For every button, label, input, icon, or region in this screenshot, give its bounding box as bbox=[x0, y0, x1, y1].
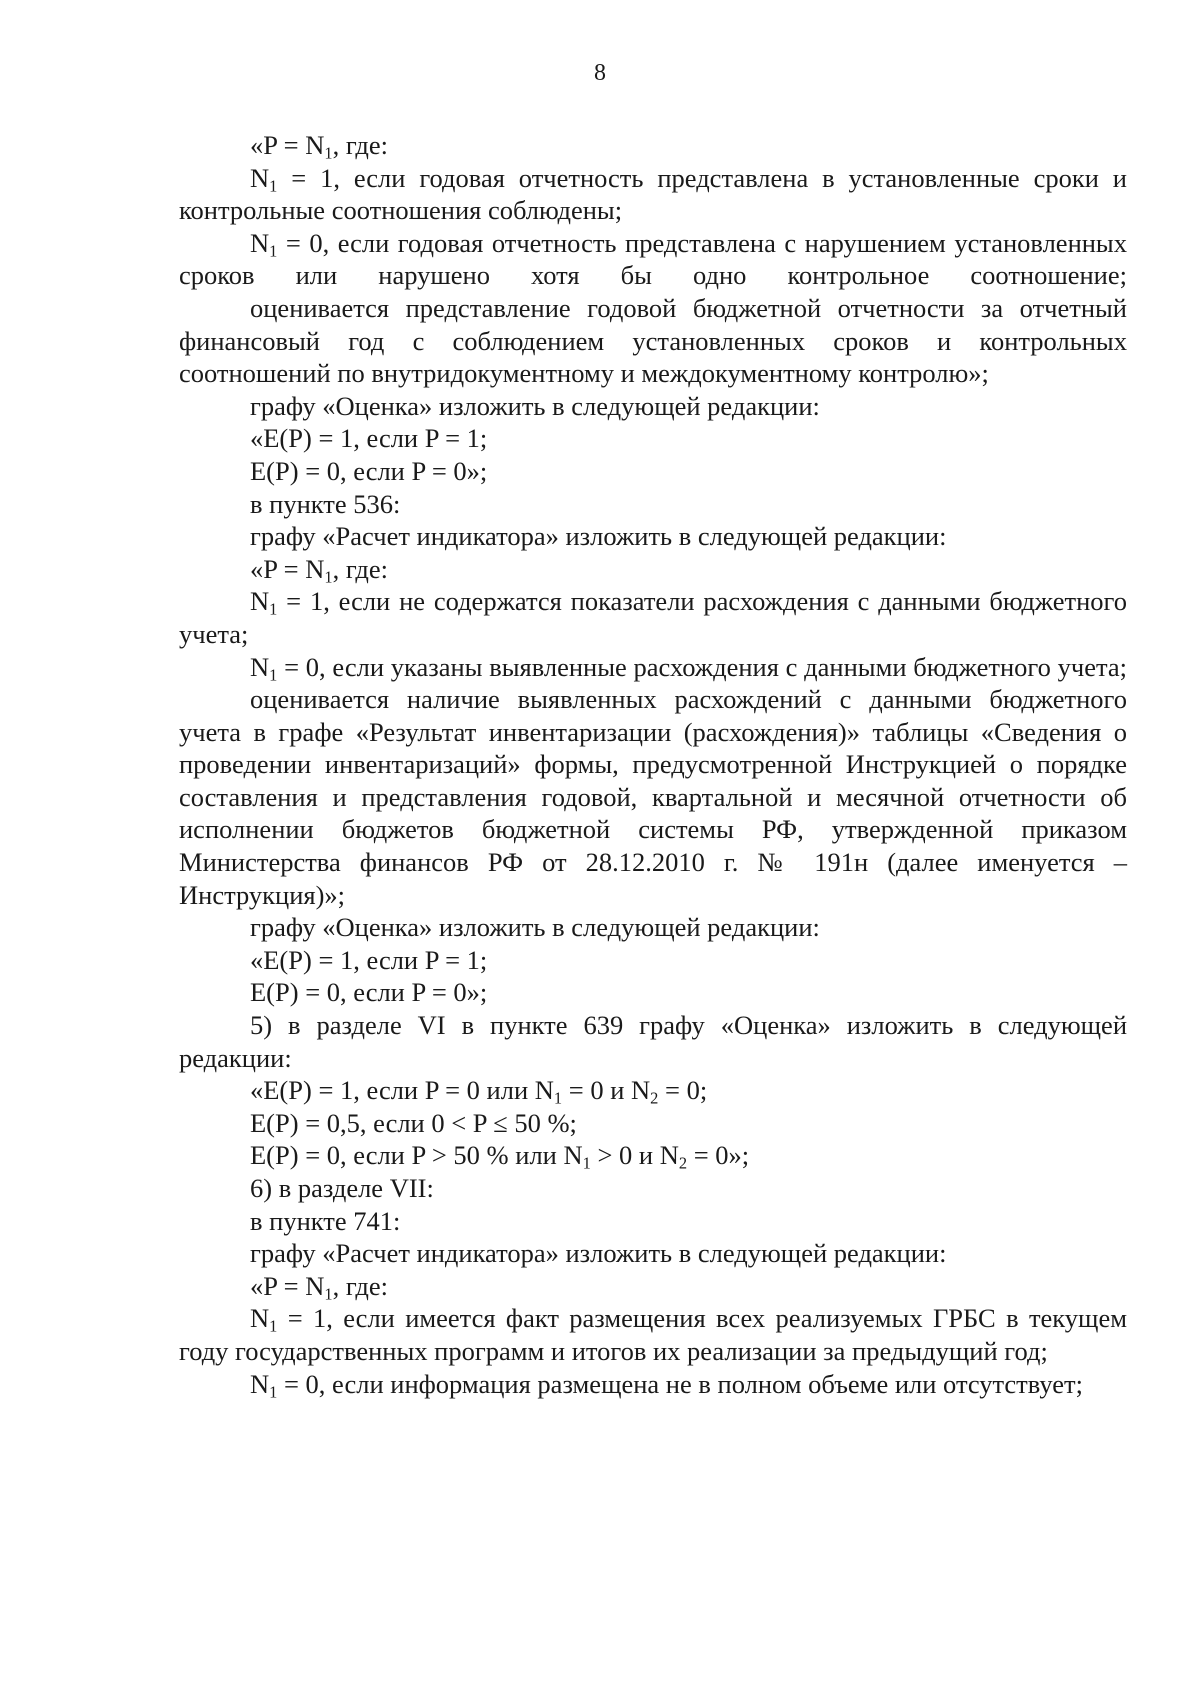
subscript-index: 1 bbox=[324, 1284, 333, 1304]
text-run: 6) в разделе VII: bbox=[250, 1173, 434, 1203]
text-run: = 0»; bbox=[687, 1140, 750, 1171]
text-run: «P = N bbox=[250, 553, 325, 584]
text-run: N bbox=[250, 651, 270, 682]
subscript-index: 2 bbox=[650, 1088, 659, 1108]
text-run: E(P) = 0, если P > 50 % или N bbox=[250, 1140, 583, 1171]
text-run: графу «Расчет индикатора» изложить в следующей редакции: bbox=[250, 521, 947, 552]
text-run: оценивается представление годовой бюджетной отчетности за отчетный финансовый год с соблюдением установленных сроков и контрольных соотношений по внутридокументному и междокументному контролю»; bbox=[179, 292, 1127, 389]
paragraph-p06 bbox=[179, 422, 1127, 455]
paragraph-p13 bbox=[179, 683, 1127, 911]
paragraph-p21 bbox=[179, 1172, 1127, 1205]
paragraph-p08 bbox=[179, 488, 1127, 521]
text-run: E(P) = 0, если P = 0»; bbox=[250, 455, 488, 486]
paragraph-p19 bbox=[179, 1107, 1127, 1140]
subscript-index: 1 bbox=[582, 1154, 591, 1173]
paragraph-p17 bbox=[179, 1009, 1127, 1074]
text-run: = 0, если годовая отчетность представлена с нарушением установленных сроков или нарушено хотя бы одно контрольное соотношение; bbox=[179, 227, 1127, 291]
text-run: E(P) = 0,5, если 0 < P ≤ 50 %; bbox=[250, 1107, 577, 1138]
text-run: N bbox=[250, 227, 270, 258]
paragraph-p22 bbox=[179, 1205, 1127, 1238]
text-run: N bbox=[250, 586, 270, 617]
paragraph-p26 bbox=[179, 1368, 1127, 1401]
text-run: «P = N bbox=[250, 1270, 325, 1301]
paragraph-p25 bbox=[179, 1302, 1127, 1367]
document-body bbox=[179, 129, 1127, 1400]
paragraph-p14 bbox=[179, 911, 1127, 944]
text-run: , где: bbox=[332, 553, 388, 584]
text-run: N bbox=[250, 1303, 270, 1334]
subscript-index: 1 bbox=[269, 1382, 278, 1402]
paragraph-p03 bbox=[179, 227, 1127, 292]
text-run: «E(P) = 1, если P = 1; bbox=[250, 944, 488, 975]
subscript-index: 1 bbox=[324, 567, 333, 587]
paragraph-p04 bbox=[179, 292, 1127, 390]
text-run: , где: bbox=[332, 130, 388, 160]
paragraph-p07 bbox=[179, 455, 1127, 488]
paragraph-p11 bbox=[179, 585, 1127, 650]
text-run: = 0 и N bbox=[562, 1075, 651, 1106]
paragraph-p16 bbox=[179, 976, 1127, 1009]
paragraph-p01 bbox=[179, 129, 1127, 162]
text-run: графу «Оценка» изложить в следующей редакции: bbox=[250, 390, 820, 421]
paragraph-p09 bbox=[179, 520, 1127, 553]
paragraph-p24 bbox=[179, 1270, 1127, 1303]
text-run: в пункте 741: bbox=[250, 1205, 401, 1236]
paragraph-p23 bbox=[179, 1237, 1127, 1270]
paragraph-p15 bbox=[179, 944, 1127, 977]
text-run: , где: bbox=[332, 1270, 388, 1301]
text-run: в пункте 536: bbox=[250, 488, 401, 519]
paragraph-p18 bbox=[179, 1074, 1127, 1107]
subscript-index: 1 bbox=[269, 176, 278, 196]
subscript-index: 1 bbox=[269, 241, 278, 261]
text-run: N bbox=[250, 1368, 270, 1399]
paragraph-p10 bbox=[179, 553, 1127, 586]
paragraph-p02 bbox=[179, 162, 1127, 227]
paragraph-p05 bbox=[179, 390, 1127, 423]
text-run: = 1, если имеется факт размещения всех реализуемых ГРБС в текущем году государственных программ и итогов их реализации за предыдущий год; bbox=[179, 1303, 1127, 1366]
subscript-index: 1 bbox=[269, 665, 278, 685]
text-run: = 1, если годовая отчетность представлена в установленные сроки и контрольные соотношения соблюдены; bbox=[179, 162, 1127, 226]
text-run: > 0 и N bbox=[590, 1140, 679, 1171]
subscript-index: 1 bbox=[269, 599, 278, 619]
page-number: 8 bbox=[594, 60, 606, 86]
text-run: графу «Расчет индикатора» изложить в следующей редакции: bbox=[250, 1238, 947, 1269]
subscript-index: 1 bbox=[269, 1316, 278, 1336]
text-run: = 0; bbox=[658, 1075, 708, 1106]
text-run: = 1, если не содержатся показатели расхождения с данными бюджетного учета; bbox=[179, 586, 1127, 649]
paragraph-p20 bbox=[179, 1139, 1127, 1172]
text-run: E(P) = 0, если P = 0»; bbox=[250, 977, 488, 1008]
text-run: «P = N bbox=[250, 130, 325, 160]
text-run: «E(P) = 1, если P = 0 или N bbox=[250, 1075, 554, 1106]
text-run: 5) в разделе VI в пункте 639 графу «Оценка» изложить в следующей редакции: bbox=[179, 1010, 1127, 1073]
text-run: = 0, если указаны выявленные расхождения с данными бюджетного учета; bbox=[277, 651, 1127, 682]
subscript-index: 1 bbox=[324, 143, 333, 163]
text-run: = 0, если информация размещена не в полном объеме или отсутствует; bbox=[277, 1368, 1083, 1399]
subscript-index: 1 bbox=[553, 1088, 563, 1108]
subscript-index: 2 bbox=[678, 1154, 688, 1173]
paragraph-p12 bbox=[179, 651, 1127, 684]
text-run: оценивается наличие выявленных расхождений с данными бюджетного учета в графе «Результат инвентаризации (расхождения)» таблицы «Сведения о проведении инвентаризаций» формы, предусмотренной Инструкцией о порядке составления и представления годовой, квартальной и месячной отчетности об исполнении бюджетов бюджетной системы РФ, утвержденной приказом Министерства финансов РФ от 28.12.2010 г. № 191н (далее именуется – Инструкция)»; bbox=[179, 684, 1127, 910]
text-run: N bbox=[250, 162, 270, 193]
text-run: графу «Оценка» изложить в следующей редакции: bbox=[250, 912, 820, 943]
text-run: «E(P) = 1, если P = 1; bbox=[250, 423, 488, 454]
